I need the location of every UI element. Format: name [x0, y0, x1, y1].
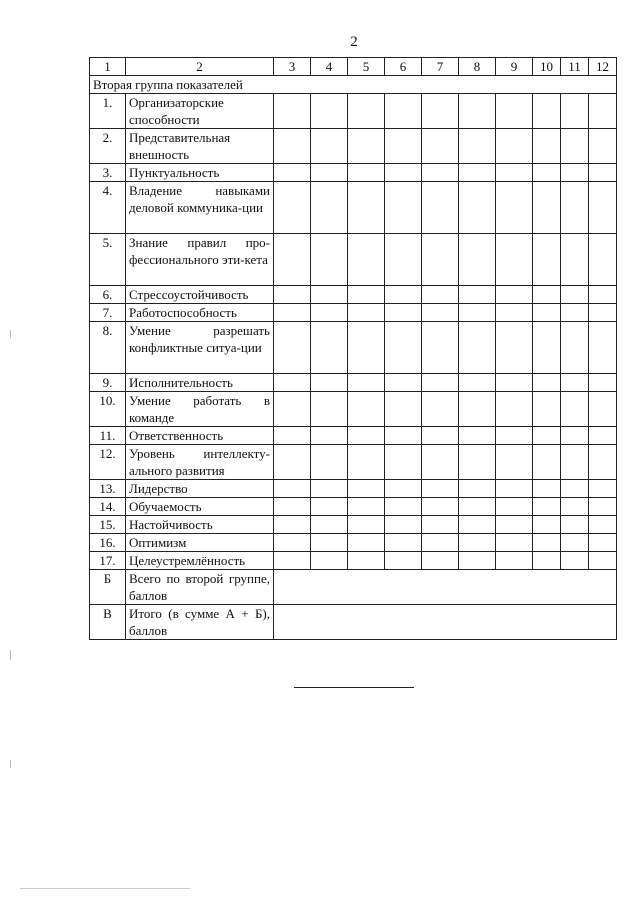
score-cell [274, 534, 311, 552]
score-cell [348, 552, 385, 570]
score-cell [422, 392, 459, 427]
score-cell [496, 322, 533, 374]
table-row [90, 164, 617, 182]
total-row [90, 570, 617, 605]
score-cell [311, 552, 348, 570]
header-cell: 5 [348, 58, 385, 76]
score-cell [496, 498, 533, 516]
score-cell [589, 498, 617, 516]
score-cell [561, 480, 589, 498]
score-cell [496, 480, 533, 498]
score-cell [385, 516, 422, 534]
score-cell [422, 129, 459, 164]
score-cell [385, 498, 422, 516]
header-cell: 1 [90, 58, 126, 76]
score-cell [459, 534, 496, 552]
score-cell [422, 534, 459, 552]
header-cell: 8 [459, 58, 496, 76]
score-cell [385, 322, 422, 374]
score-cell [496, 427, 533, 445]
table-row [90, 304, 617, 322]
total-label: Итого (в сумме А + Б), баллов [126, 605, 274, 640]
score-cell [496, 392, 533, 427]
row-label: Целеустремлённость [126, 552, 274, 570]
row-label: Исполнительность [126, 374, 274, 392]
score-cell [422, 94, 459, 129]
score-cell [422, 445, 459, 480]
score-cell [459, 516, 496, 534]
score-cell [422, 498, 459, 516]
score-cell [385, 94, 422, 129]
score-cell [274, 552, 311, 570]
score-cell [561, 498, 589, 516]
score-cell [422, 234, 459, 286]
score-cell [385, 427, 422, 445]
row-label: Работоспособность [126, 304, 274, 322]
row-label: Уровень интеллекту-ального развития [126, 445, 274, 480]
score-cell [274, 182, 311, 234]
table-row [90, 374, 617, 392]
score-cell [422, 182, 459, 234]
table-row [90, 445, 617, 480]
table-row [90, 534, 617, 552]
table-row [90, 322, 617, 374]
score-cell [311, 427, 348, 445]
score-cell [311, 286, 348, 304]
row-label: Стрессоустойчивость [126, 286, 274, 304]
scan-artifact [10, 650, 11, 660]
score-cell [348, 427, 385, 445]
score-cell [311, 182, 348, 234]
score-cell [496, 304, 533, 322]
score-cell [385, 552, 422, 570]
row-label: Представительная внешность [126, 129, 274, 164]
score-cell [589, 552, 617, 570]
total-row [90, 605, 617, 640]
score-cell [422, 304, 459, 322]
score-cell [274, 498, 311, 516]
score-cell [348, 445, 385, 480]
group-title: Вторая группа показателей [90, 76, 617, 94]
score-cell [533, 498, 561, 516]
score-cell [385, 374, 422, 392]
score-cell [561, 234, 589, 286]
score-cell [496, 516, 533, 534]
row-number: 12. [90, 445, 126, 480]
score-cell [589, 392, 617, 427]
score-cell [274, 94, 311, 129]
header-cell: 11 [561, 58, 589, 76]
score-cell [589, 164, 617, 182]
table-row [90, 427, 617, 445]
score-cell [459, 374, 496, 392]
score-cell [533, 182, 561, 234]
score-cell [533, 322, 561, 374]
score-cell [348, 286, 385, 304]
score-cell [561, 286, 589, 304]
row-label: Лидерство [126, 480, 274, 498]
row-label: Пунктуальность [126, 164, 274, 182]
score-cell [274, 164, 311, 182]
score-cell [385, 182, 422, 234]
score-cell [589, 322, 617, 374]
score-cell [274, 286, 311, 304]
score-cell [533, 234, 561, 286]
table-row [90, 498, 617, 516]
header-cell: 9 [496, 58, 533, 76]
header-cell: 7 [422, 58, 459, 76]
score-cell [589, 286, 617, 304]
score-cell [533, 534, 561, 552]
table-row [90, 182, 617, 234]
score-cell [589, 304, 617, 322]
row-number: 2. [90, 129, 126, 164]
scan-artifact [10, 330, 11, 338]
score-cell [533, 552, 561, 570]
header-cell: 2 [126, 58, 274, 76]
score-cell [274, 304, 311, 322]
table-row [90, 286, 617, 304]
score-cell [589, 182, 617, 234]
scan-artifact [20, 888, 190, 889]
score-cell [311, 374, 348, 392]
score-cell [385, 534, 422, 552]
score-cell [533, 164, 561, 182]
score-cell [311, 498, 348, 516]
score-cell [311, 94, 348, 129]
score-cell [385, 129, 422, 164]
row-number: 14. [90, 498, 126, 516]
header-cell: 4 [311, 58, 348, 76]
score-cell [589, 234, 617, 286]
score-cell [533, 480, 561, 498]
score-cell [561, 392, 589, 427]
row-label: Оптимизм [126, 534, 274, 552]
score-cell [459, 286, 496, 304]
score-cell [385, 480, 422, 498]
header-cell: 10 [533, 58, 561, 76]
score-cell [459, 182, 496, 234]
score-cell [533, 129, 561, 164]
row-number: 16. [90, 534, 126, 552]
score-cell [561, 182, 589, 234]
score-cell [311, 164, 348, 182]
header-row [90, 58, 617, 76]
score-cell [496, 94, 533, 129]
row-number: 10. [90, 392, 126, 427]
table-row [90, 392, 617, 427]
row-label: Обучаемость [126, 498, 274, 516]
score-cell [561, 552, 589, 570]
row-label: Ответственность [126, 427, 274, 445]
score-cell [274, 322, 311, 374]
row-number: 17. [90, 552, 126, 570]
score-cell [589, 427, 617, 445]
score-cell [561, 94, 589, 129]
score-cell [348, 374, 385, 392]
score-cell [496, 234, 533, 286]
score-cell [496, 129, 533, 164]
score-cell [561, 129, 589, 164]
score-cell [459, 129, 496, 164]
row-number: 6. [90, 286, 126, 304]
score-cell [459, 164, 496, 182]
table-row [90, 94, 617, 129]
score-cell [348, 182, 385, 234]
score-cell [533, 94, 561, 129]
score-cell [422, 286, 459, 304]
score-cell [459, 234, 496, 286]
score-cell [385, 164, 422, 182]
row-number: 15. [90, 516, 126, 534]
score-cell [459, 392, 496, 427]
score-cell [589, 129, 617, 164]
score-cell [385, 234, 422, 286]
score-cell [561, 322, 589, 374]
score-cell [422, 427, 459, 445]
row-label: Настойчивость [126, 516, 274, 534]
score-cell [496, 182, 533, 234]
row-label: Умение работать в команде [126, 392, 274, 427]
score-cell [459, 427, 496, 445]
row-number: 4. [90, 182, 126, 234]
header-cell: 3 [274, 58, 311, 76]
score-cell [311, 322, 348, 374]
score-cell [348, 498, 385, 516]
score-cell [496, 445, 533, 480]
total-label-code: В [90, 605, 126, 640]
score-cell [589, 445, 617, 480]
row-number: 5. [90, 234, 126, 286]
total-value-cell [274, 605, 617, 640]
score-cell [496, 552, 533, 570]
score-cell [496, 374, 533, 392]
table-row [90, 516, 617, 534]
score-cell [533, 374, 561, 392]
score-cell [422, 322, 459, 374]
score-cell [533, 516, 561, 534]
score-cell [589, 534, 617, 552]
score-cell [561, 374, 589, 392]
score-cell [348, 234, 385, 286]
score-cell [311, 392, 348, 427]
score-cell [385, 304, 422, 322]
row-number: 13. [90, 480, 126, 498]
score-cell [311, 480, 348, 498]
footer-divider [294, 687, 414, 688]
score-cell [459, 445, 496, 480]
score-cell [311, 516, 348, 534]
score-cell [533, 304, 561, 322]
header-cell: 6 [385, 58, 422, 76]
score-cell [561, 445, 589, 480]
score-cell [348, 322, 385, 374]
score-cell [589, 516, 617, 534]
score-cell [274, 427, 311, 445]
score-cell [274, 445, 311, 480]
score-cell [459, 552, 496, 570]
score-cell [496, 286, 533, 304]
row-number: 11. [90, 427, 126, 445]
score-cell [348, 392, 385, 427]
score-cell [348, 480, 385, 498]
score-cell [459, 480, 496, 498]
score-cell [385, 445, 422, 480]
score-cell [589, 94, 617, 129]
score-cell [311, 234, 348, 286]
page-number: 2 [350, 34, 358, 50]
score-cell [422, 164, 459, 182]
score-cell [422, 480, 459, 498]
score-cell [348, 164, 385, 182]
table-row [90, 480, 617, 498]
score-cell [348, 516, 385, 534]
row-label: Умение разрешать конфликтные ситуа-ции [126, 322, 274, 374]
header-cell: 12 [589, 58, 617, 76]
row-number: 3. [90, 164, 126, 182]
score-cell [348, 304, 385, 322]
row-number: 1. [90, 94, 126, 129]
score-cell [496, 164, 533, 182]
scan-artifact [10, 760, 11, 768]
total-label: Всего по второй группе, баллов [126, 570, 274, 605]
score-cell [311, 445, 348, 480]
score-cell [385, 392, 422, 427]
row-label: Владение навыками деловой коммуника-ции [126, 182, 274, 234]
row-number: 8. [90, 322, 126, 374]
score-cell [561, 427, 589, 445]
total-value-cell [274, 570, 617, 605]
row-number: 7. [90, 304, 126, 322]
score-cell [589, 480, 617, 498]
score-cell [311, 129, 348, 164]
table-row [90, 552, 617, 570]
score-cell [311, 534, 348, 552]
table-row [90, 129, 617, 164]
evaluation-table [89, 57, 617, 640]
score-cell [533, 445, 561, 480]
score-cell [311, 304, 348, 322]
row-number: 9. [90, 374, 126, 392]
group-title-row [90, 76, 617, 94]
total-label-code: Б [90, 570, 126, 605]
score-cell [422, 552, 459, 570]
row-label: Организаторские способности [126, 94, 274, 129]
score-cell [385, 286, 422, 304]
score-cell [422, 374, 459, 392]
row-label: Знание правил про-фессионального эти-кета [126, 234, 274, 286]
table-row [90, 234, 617, 286]
score-cell [561, 534, 589, 552]
score-cell [348, 534, 385, 552]
score-cell [459, 94, 496, 129]
score-cell [348, 129, 385, 164]
score-cell [459, 322, 496, 374]
score-cell [496, 534, 533, 552]
score-cell [561, 516, 589, 534]
score-cell [533, 392, 561, 427]
score-cell [274, 480, 311, 498]
score-cell [459, 498, 496, 516]
score-cell [561, 304, 589, 322]
score-cell [459, 304, 496, 322]
score-cell [589, 374, 617, 392]
score-cell [274, 234, 311, 286]
score-cell [274, 392, 311, 427]
score-cell [561, 164, 589, 182]
score-cell [274, 516, 311, 534]
score-cell [422, 516, 459, 534]
score-cell [274, 129, 311, 164]
score-cell [274, 374, 311, 392]
score-cell [348, 94, 385, 129]
score-cell [533, 286, 561, 304]
score-cell [533, 427, 561, 445]
